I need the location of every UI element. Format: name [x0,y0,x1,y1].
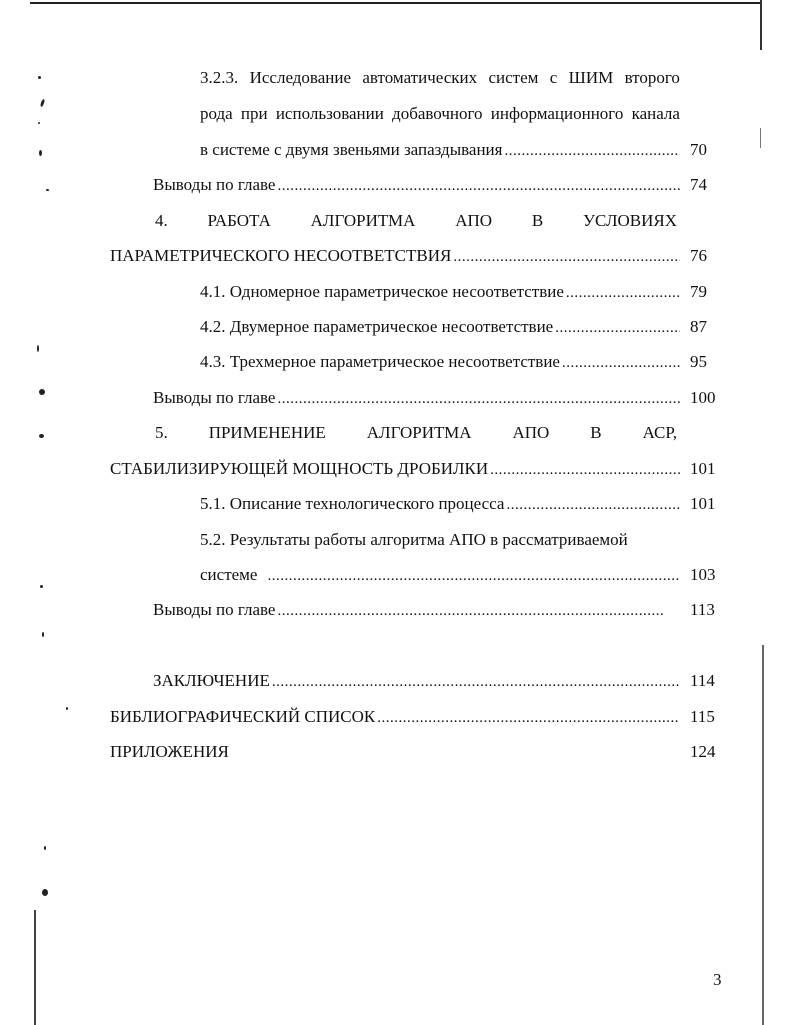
toc-word: АПО [455,211,493,230]
toc-word: АПО [512,423,550,442]
toc-entry-5-2-line2 [200,562,684,588]
toc-entry-3-2-3-line2 [200,101,680,127]
toc-leader-dots [490,457,680,483]
toc-word: 3.2.3. [200,68,239,87]
toc-word: использовании [275,104,384,123]
scan-speck [40,585,43,588]
toc-leader-dots [377,705,680,731]
toc-word: канала [631,104,680,123]
scan-speck [38,76,41,79]
toc-entry-title: 4.2. Двумерное параметрическое несоответствие [200,317,554,336]
toc-entry-conclusions-3 [153,172,684,198]
scan-speck [40,99,46,108]
toc-leader-dots [453,244,680,270]
scan-speck [44,846,46,850]
toc-entry-title: Выводы по главе [153,600,276,619]
toc-entry-title: БИБЛИОГРАФИЧЕСКИЙ СПИСОК [110,707,376,726]
toc-entry-3-2-3-line1 [200,65,680,91]
toc-leader-dots [277,598,663,624]
toc-page-number: 115 [690,707,715,726]
toc-word: при [240,104,268,123]
toc-word: АСР, [642,423,677,442]
toc-entry-conclusion [153,668,684,694]
toc-word: УСЛОВИЯХ [583,211,677,230]
toc-entry-title: 4.3. Трехмерное параметрическое несоответствие [200,352,560,371]
toc-entry-chapter-5-line1 [155,420,677,446]
toc-page-number: 101 [690,494,716,513]
toc-entry-title: Выводы по главе [153,175,276,194]
toc-word: РАБОТА [207,211,271,230]
toc-entry-4-2 [200,314,684,340]
toc-word: добавочного [392,104,483,123]
scan-speck [39,150,42,156]
scan-speck [38,122,40,124]
scan-edge-top [30,2,760,4]
toc-word: с [549,68,558,87]
toc-leader-dots [566,280,680,306]
toc-word: АЛГОРИТМА [310,211,416,230]
toc-page-number: 87 [690,317,707,336]
toc-leader-dots [277,173,680,199]
toc-entry-5-1 [200,491,684,517]
toc-entry-conclusions-5 [153,597,667,623]
toc-word: 4. [155,211,168,230]
toc-entry-bibliography [110,704,684,730]
scan-speck [39,434,44,438]
toc-entry-3-2-3-line3 [200,137,684,163]
page-number: 3 [713,970,722,989]
toc-word: второго [624,68,680,87]
toc-word: 5. [155,423,168,442]
toc-entry-5-2-line1: 5.2. Результаты работы алгоритма АПО в рассматриваемой [200,530,628,549]
toc-entry-title: Выводы по главе [153,388,276,407]
scan-speck [46,189,49,191]
toc-word: автоматических [362,68,478,87]
scan-speck [42,632,44,637]
toc-leader-dots [277,386,680,412]
toc-leader-dots [267,563,680,589]
toc-entry-title: ПАРАМЕТРИЧЕСКОГО НЕСООТВЕТСТВИЯ [110,246,452,265]
toc-entry-title: системе [200,565,258,584]
toc-entry-title: ЗАКЛЮЧЕНИЕ [153,671,270,690]
toc-word: В [590,423,602,442]
toc-entry-4-3 [200,349,684,375]
toc-word: рода [200,104,233,123]
toc-page-number: 100 [690,388,716,407]
toc-page-number: 113 [690,600,715,619]
scan-edge-right-bottom [762,645,764,1025]
toc-entry-title: СТАБИЛИЗИРУЮЩЕЙ МОЩНОСТЬ ДРОБИЛКИ [110,459,489,478]
toc-entry-appendices: ПРИЛОЖЕНИЯ [110,742,229,761]
toc-word: ШИМ [568,68,614,87]
toc-leader-dots [555,315,680,341]
toc-page-number: 79 [690,282,707,301]
toc-leader-dots [272,669,680,695]
toc-page-number: 103 [690,565,716,584]
toc-entry-chapter-4-line2 [110,243,684,269]
toc-leader-dots [506,492,680,518]
scan-speck [66,707,68,710]
scan-edge-right-top [760,0,762,50]
toc-word: систем [488,68,539,87]
scan-mark [760,128,761,148]
toc-leader-dots [504,138,680,164]
toc-page-number: 70 [690,140,707,159]
scan-edge-left-bottom [34,910,36,1025]
toc-word: В [531,211,544,230]
toc-entry-chapter-4-line1 [155,208,677,234]
toc-page-number: 95 [690,352,707,371]
scan-speck [39,389,45,395]
toc-page-number: 74 [690,175,707,194]
toc-word: ПРИМЕНЕНИЕ [208,423,326,442]
toc-page-number: 76 [690,246,707,265]
toc-entry-chapter-5-line2 [110,456,684,482]
toc-word: информационного [490,104,624,123]
toc-page-number: 101 [690,459,716,478]
toc-entry-title: в системе с двумя звеньями запаздывания [200,140,503,159]
toc-word: АЛГОРИТМА [366,423,472,442]
scan-speck [37,345,39,352]
scan-speck [42,889,48,896]
toc-page-number: 124 [690,742,716,761]
toc-entry-title: 4.1. Одномерное параметрическое несоответствие [200,282,564,301]
toc-entry-4-1 [200,279,684,305]
toc-page-number: 114 [690,671,715,690]
toc-word: Исследование [249,68,352,87]
toc-entry-conclusions-4 [153,385,684,411]
toc-leader-dots [562,350,680,376]
toc-entry-title: 5.1. Описание технологического процесса [200,494,505,513]
